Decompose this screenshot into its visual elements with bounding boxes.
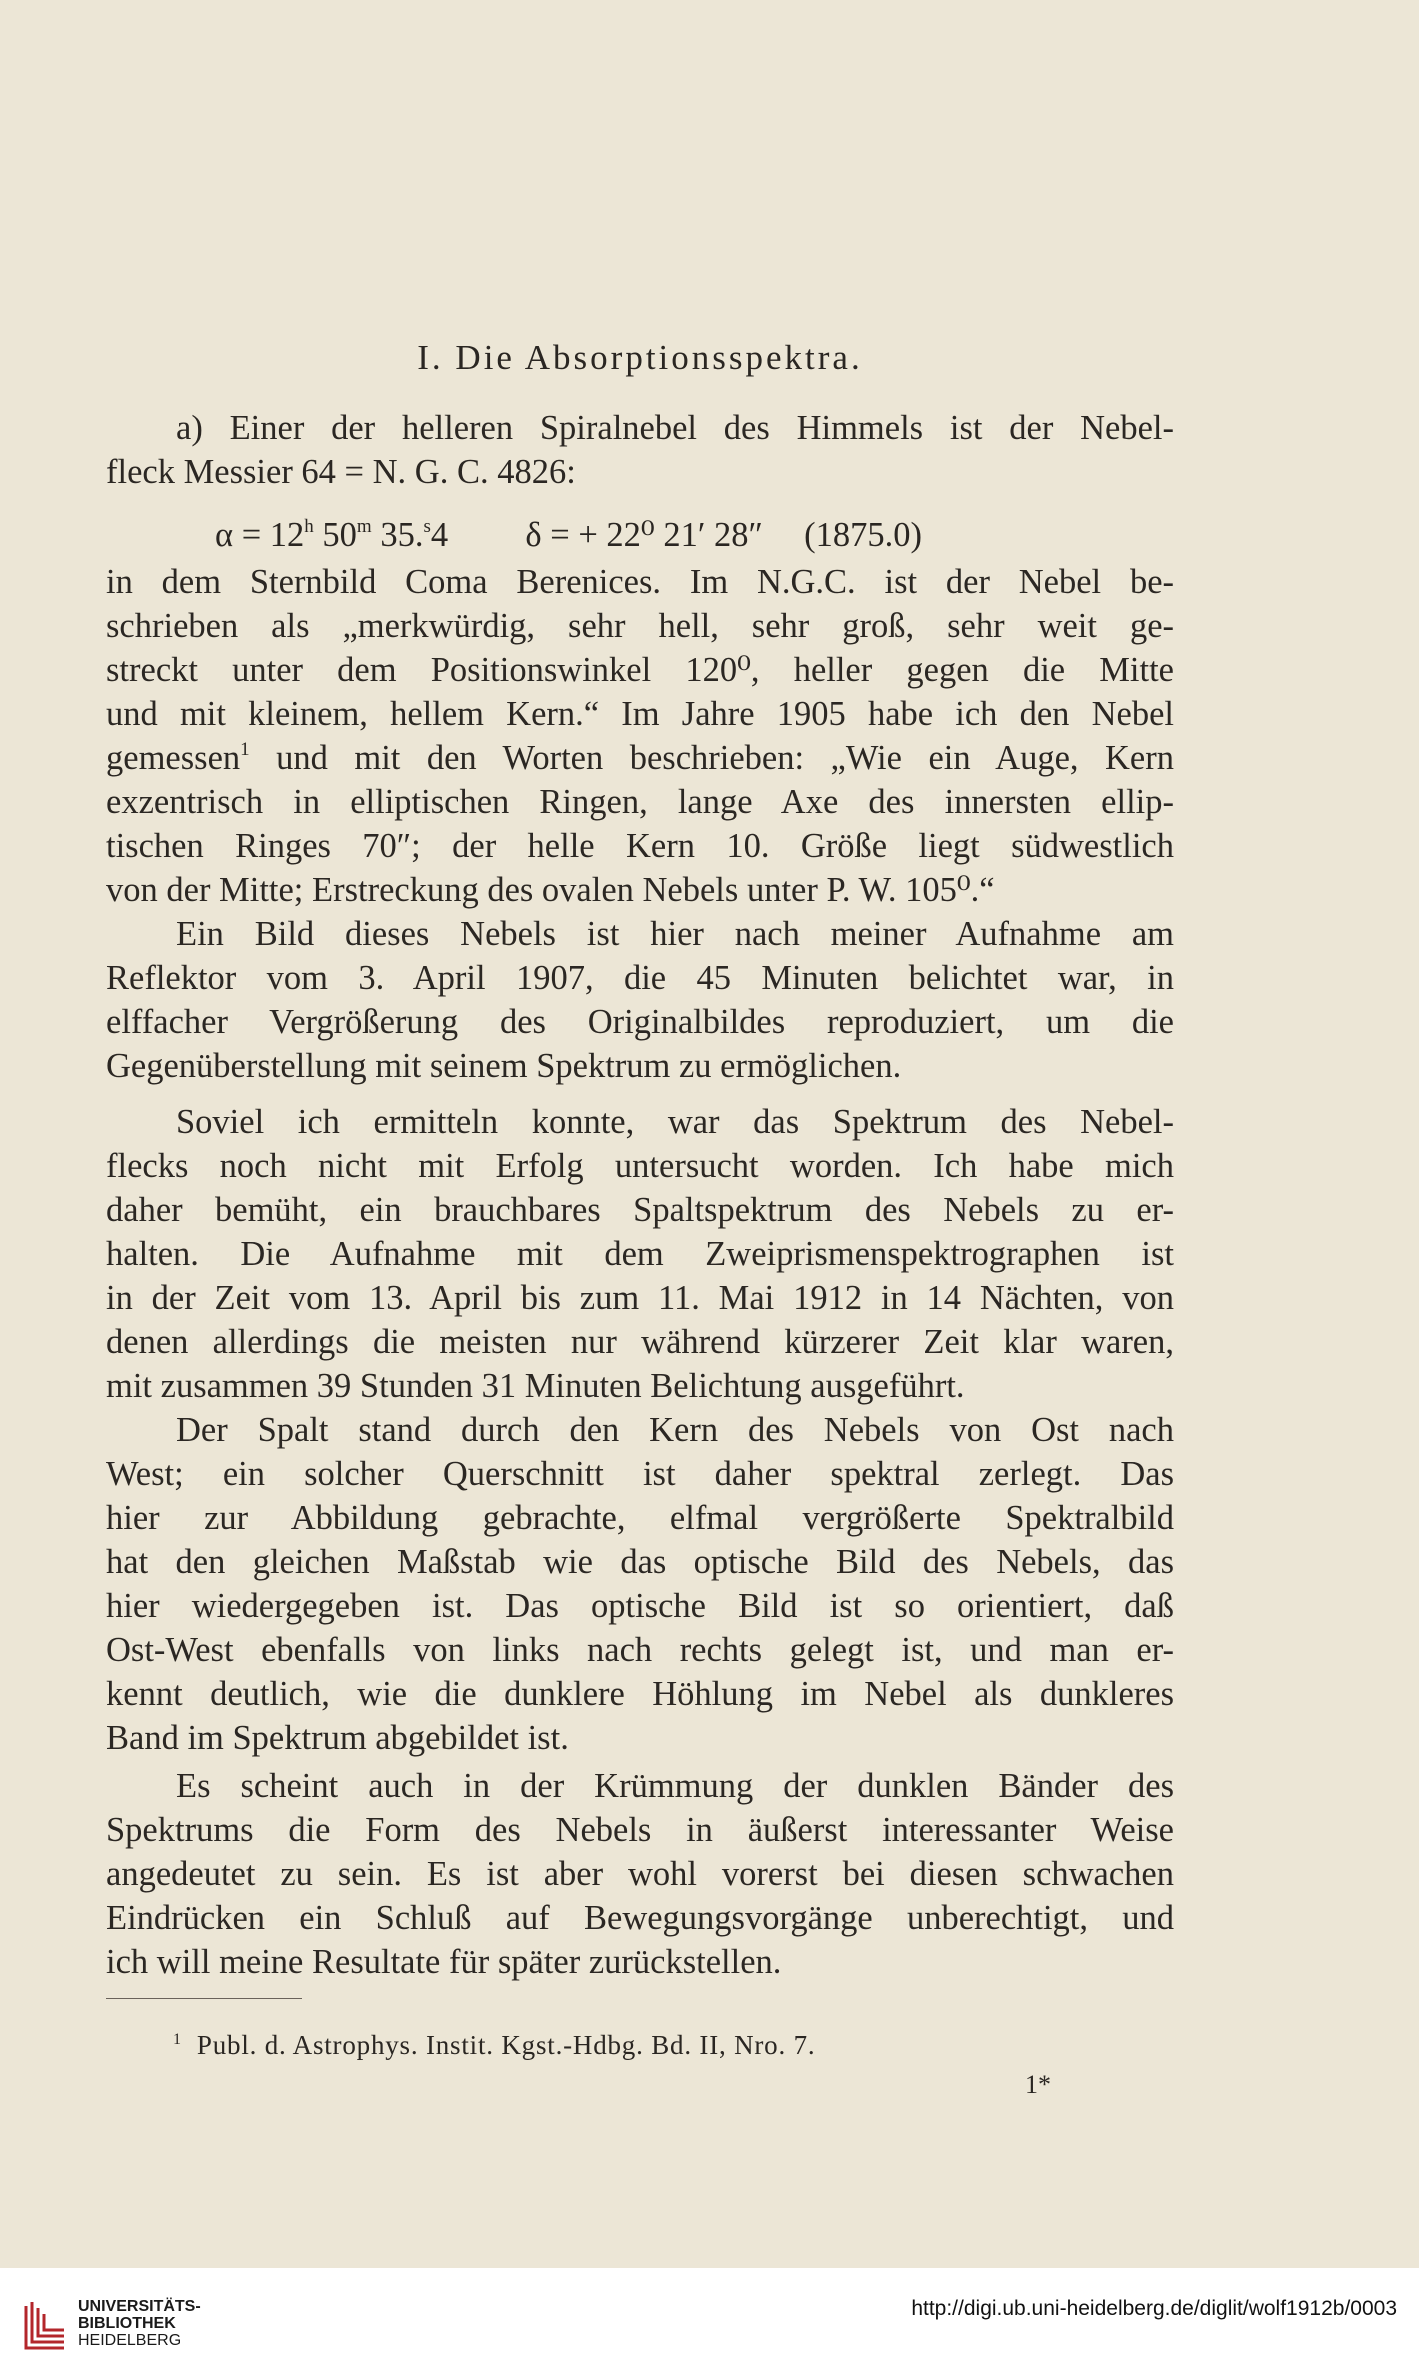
text-fragment: gemessen — [106, 739, 241, 777]
text-line: exzentrisch in elliptischen Ringen, lange Axe des innersten ellip- — [106, 783, 1174, 821]
text-line: daher bemüht, ein brauchbares Spaltspektrum des Nebels zu er- — [106, 1191, 1174, 1229]
text-line: schrieben als „merkwürdig, sehr hell, sehr groß, sehr weit ge- — [106, 607, 1174, 645]
text-line: West; ein solcher Querschnitt ist daher spektral zerlegt. Das — [106, 1455, 1174, 1493]
text-line: von der Mitte; Erstreckung des ovalen Nebels unter P. W. 105⁰.“ — [106, 871, 995, 909]
text-line: mit zusammen 39 Stunden 31 Minuten Belichtung ausgeführt. — [106, 1367, 965, 1405]
text-line: fleck Messier 64 = N. G. C. 4826: — [106, 453, 576, 491]
section-heading: I. Die Absorptionsspektra. — [417, 338, 863, 377]
text-line: hier wiedergegeben ist. Das optische Bild ist so orientiert, daß — [106, 1587, 1174, 1625]
text-line: Band im Spektrum abgebildet ist. — [106, 1719, 569, 1757]
footnote-divider — [106, 1998, 302, 1999]
institution-line: HEIDELBERG — [78, 2332, 182, 2349]
formula-sup: s — [423, 516, 431, 537]
text-line: Es scheint auch in der Krümmung der dunklen Bänder des — [176, 1767, 1174, 1805]
text-line: Ein Bild dieses Nebels ist hier nach meiner Aufnahme am — [176, 915, 1174, 953]
text-line: elffacher Vergrößerung des Originalbildes reproduziert, um die — [106, 1003, 1174, 1041]
page-number: 1* — [1025, 2070, 1051, 2099]
text-line: und mit kleinem, hellem Kern.“ Im Jahre 1905 habe ich den Nebel — [106, 695, 1174, 733]
text-line: tischen Ringes 70″; der helle Kern 10. Größe liegt südwestlich — [106, 827, 1174, 865]
source-url-link[interactable]: http://digi.ub.uni-heidelberg.de/diglit/wolf1912b/0003 — [911, 2297, 1397, 2320]
text-line: kennt deutlich, wie die dunklere Höhlung im Nebel als dunkleres — [106, 1675, 1174, 1713]
text-line: ich will meine Resultate für später zurückstellen. — [106, 1943, 782, 1981]
formula-delta: δ = + 22⁰ 21′ 28″ — [525, 516, 763, 554]
text-line: a) Einer der helleren Spiralnebel des Himmels ist der Nebel- — [176, 409, 1174, 447]
text-line: in der Zeit vom 13. April bis zum 11. Mai 1912 in 14 Nächten, von — [106, 1279, 1174, 1317]
text-line: in dem Sternbild Coma Berenices. Im N.G.C. ist der Nebel be- — [106, 563, 1174, 601]
formula-part: 4 — [430, 516, 449, 554]
institution-line: UNIVERSITÄTS- — [78, 2298, 201, 2315]
institution-name — [78, 2298, 201, 2349]
formula-epoch: (1875.0) — [804, 516, 923, 554]
footnote-text: Publ. d. Astrophys. Instit. Kgst.-Hdbg. Bd. II, Nro. 7. — [196, 2030, 816, 2060]
text-line: hier zur Abbildung gebrachte, elfmal vergrößerte Spektralbild — [106, 1499, 1174, 1537]
text-line: denen allerdings die meisten nur während kürzerer Zeit klar waren, — [106, 1323, 1174, 1361]
text-line: angedeutet zu sein. Es ist aber wohl vorerst bei diesen schwachen — [106, 1855, 1174, 1893]
text-line: streckt unter dem Positionswinkel 120⁰, heller gegen die Mitte — [106, 651, 1174, 689]
formula-sup: m — [356, 516, 372, 537]
text-line: Der Spalt stand durch den Kern des Nebels von Ost nach — [176, 1411, 1174, 1449]
text-line: Reflektor vom 3. April 1907, die 45 Minuten belichtet war, in — [106, 959, 1174, 997]
text-line: Gegenüberstellung mit seinem Spektrum zu ermöglichen. — [106, 1047, 902, 1085]
text-line: flecks noch nicht mit Erfolg untersucht worden. Ich habe mich — [106, 1147, 1174, 1185]
text-line: hat den gleichen Maßstab wie das optische Bild des Nebels, das — [106, 1543, 1174, 1581]
text-line: halten. Die Aufnahme mit dem Zweiprismenspektrographen ist — [106, 1235, 1174, 1273]
formula-alpha: α = 12 — [215, 516, 305, 554]
text-line — [106, 736, 1174, 780]
formula-part: 50 — [313, 516, 357, 554]
footnote-number: 1 — [173, 2031, 182, 2048]
text-line: Soviel ich ermitteln konnte, war das Spektrum des Nebel- — [176, 1103, 1174, 1141]
footnote — [173, 2020, 815, 2065]
text-fragment: und mit den Worten beschrieben: „Wie ein Auge, Kern — [249, 739, 1174, 777]
footnote-marker: 1 — [240, 739, 250, 760]
library-logo-icon — [22, 2300, 68, 2352]
formula-part: 35. — [371, 516, 424, 554]
text-line: Eindrücken ein Schluß auf Bewegungsvorgänge unberechtigt, und — [106, 1899, 1174, 1937]
coordinates-formula — [215, 505, 923, 554]
text-line: Ost-West ebenfalls von links nach rechts gelegt ist, und man er- — [106, 1631, 1174, 1669]
text-line: Spektrums die Form des Nebels in äußerst interessanter Weise — [106, 1811, 1174, 1849]
formula-sup: h — [304, 516, 314, 537]
institution-line: BIBLIOTHEK — [78, 2315, 176, 2332]
